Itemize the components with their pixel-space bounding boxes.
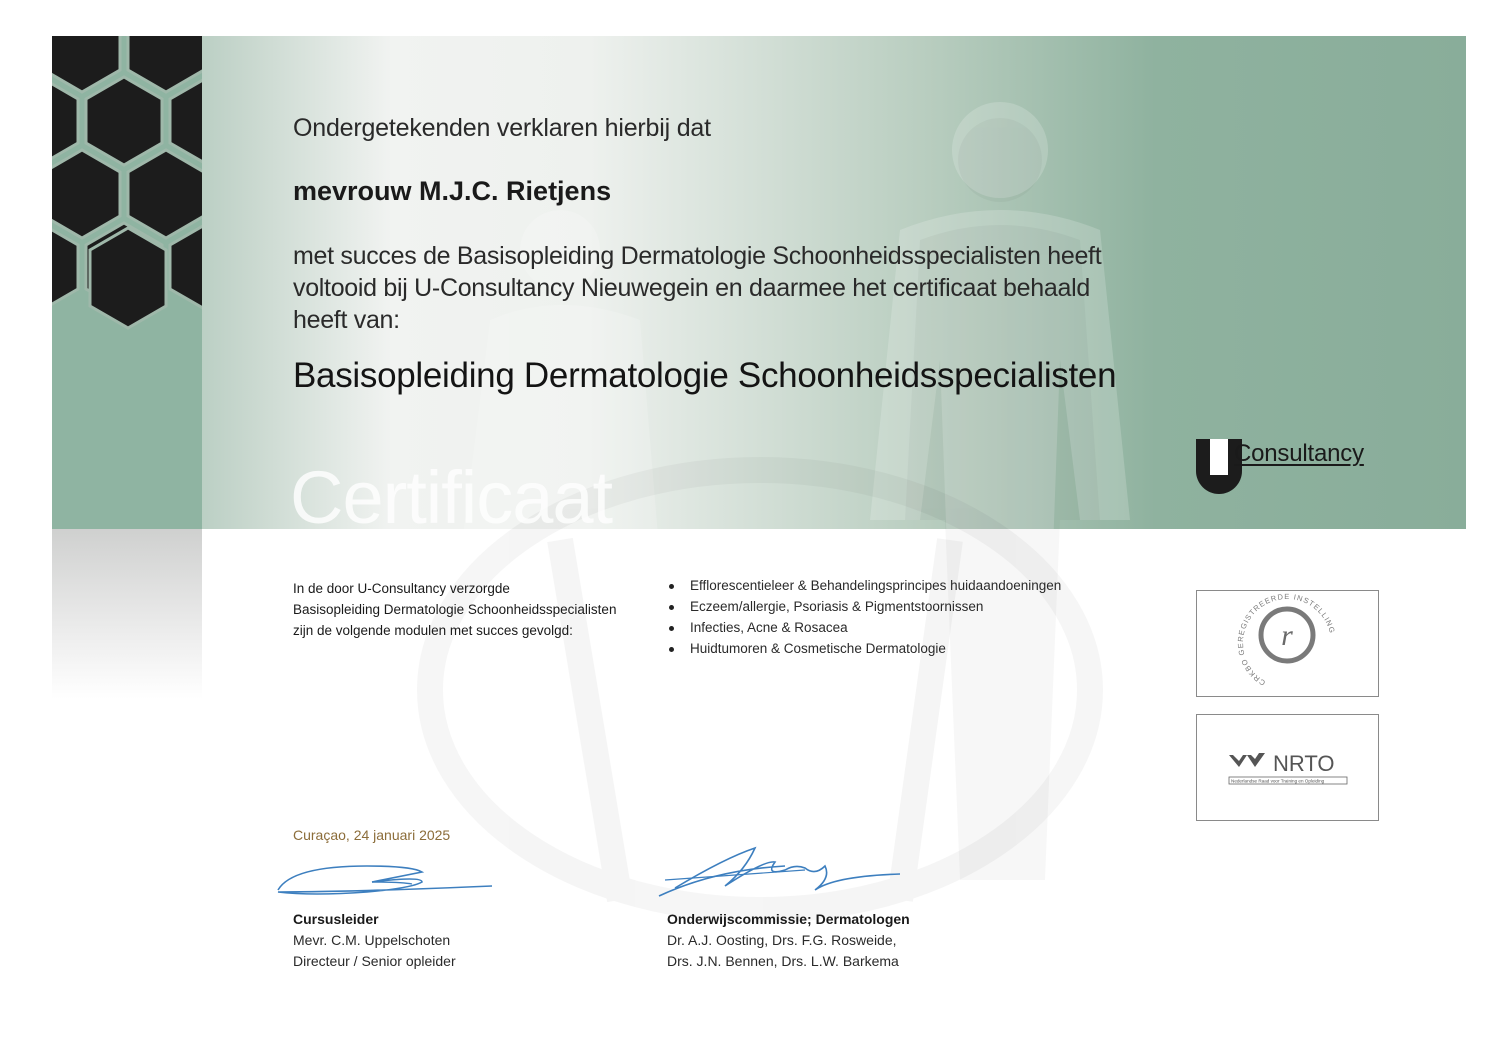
nrto-subtitle: Nederlandse Raad voor Training en Opleiding <box>1231 778 1325 784</box>
signatory-left-title: Directeur / Senior opleider <box>293 953 456 969</box>
signatory-right <box>667 909 910 972</box>
crkbo-ring-text: CRKBO GEREGISTREERDE INSTELLING <box>1235 591 1338 688</box>
list-item: Eczeem/allergie, Psoriasis & Pigmentstoornissen <box>668 596 1061 617</box>
signatory-left-role: Cursusleider <box>293 911 379 927</box>
body-line: voltooid bij U-Consultancy Nieuwegein en daarmee het certificaat behaald <box>293 274 1090 302</box>
body-line: heeft van: <box>293 306 400 334</box>
nrto-badge <box>1196 714 1379 821</box>
modules-intro <box>293 578 616 641</box>
modules-list <box>668 575 1061 659</box>
modules-intro-line: Basisopleiding Dermatologie Schoonheidsspecialisten <box>293 602 617 617</box>
recipient-name: mevrouw M.J.C. Rietjens <box>293 176 612 206</box>
nrto-name: NRTO <box>1273 751 1335 776</box>
nrto-logo-icon <box>1197 715 1378 820</box>
signatory-right-line1: Dr. A.J. Oosting, Drs. F.G. Rosweide, <box>667 932 897 948</box>
list-item: Huidtumoren & Cosmetische Dermatologie <box>668 638 1061 659</box>
intro-text: Ondergetekenden verklaren hierbij dat <box>293 114 711 142</box>
logo-text: Consultancy <box>1234 440 1364 467</box>
signatory-left-name: Mevr. C.M. Uppelschoten <box>293 932 451 948</box>
modules-intro-line: zijn de volgende modulen met succes gevolgd: <box>293 623 573 638</box>
body-line: met succes de Basisopleiding Dermatologie Schoonheidsspecialisten heeft <box>293 242 1102 270</box>
signature-right <box>655 840 905 902</box>
signatory-left <box>293 909 456 972</box>
body-text <box>293 240 1101 336</box>
watermark-certificaat: Certificaat <box>290 456 613 539</box>
place-date: Curaçao, 24 januari 2025 <box>293 827 451 843</box>
list-item: Efflorescentieleer & Behandelingsprincipes huidaandoeningen <box>668 575 1061 596</box>
signatory-right-role: Onderwijscommissie; Dermatologen <box>667 911 910 927</box>
crkbo-letter: r <box>1281 619 1293 652</box>
hexagon-pattern <box>52 36 202 529</box>
crkbo-badge <box>1196 590 1379 697</box>
course-title: Basisopleiding Dermatologie Schoonheidsspecialisten <box>293 356 1117 395</box>
list-item: Infecties, Acne & Rosacea <box>668 617 1061 638</box>
signature-left <box>272 852 502 902</box>
signatory-right-line2: Drs. J.N. Bennen, Drs. L.W. Barkema <box>667 953 899 969</box>
crkbo-seal-icon <box>1197 591 1378 696</box>
modules-intro-line: In de door U-Consultancy verzorgde <box>293 581 510 596</box>
u-consultancy-logo <box>1196 439 1386 499</box>
left-fade-strip <box>52 529 202 699</box>
